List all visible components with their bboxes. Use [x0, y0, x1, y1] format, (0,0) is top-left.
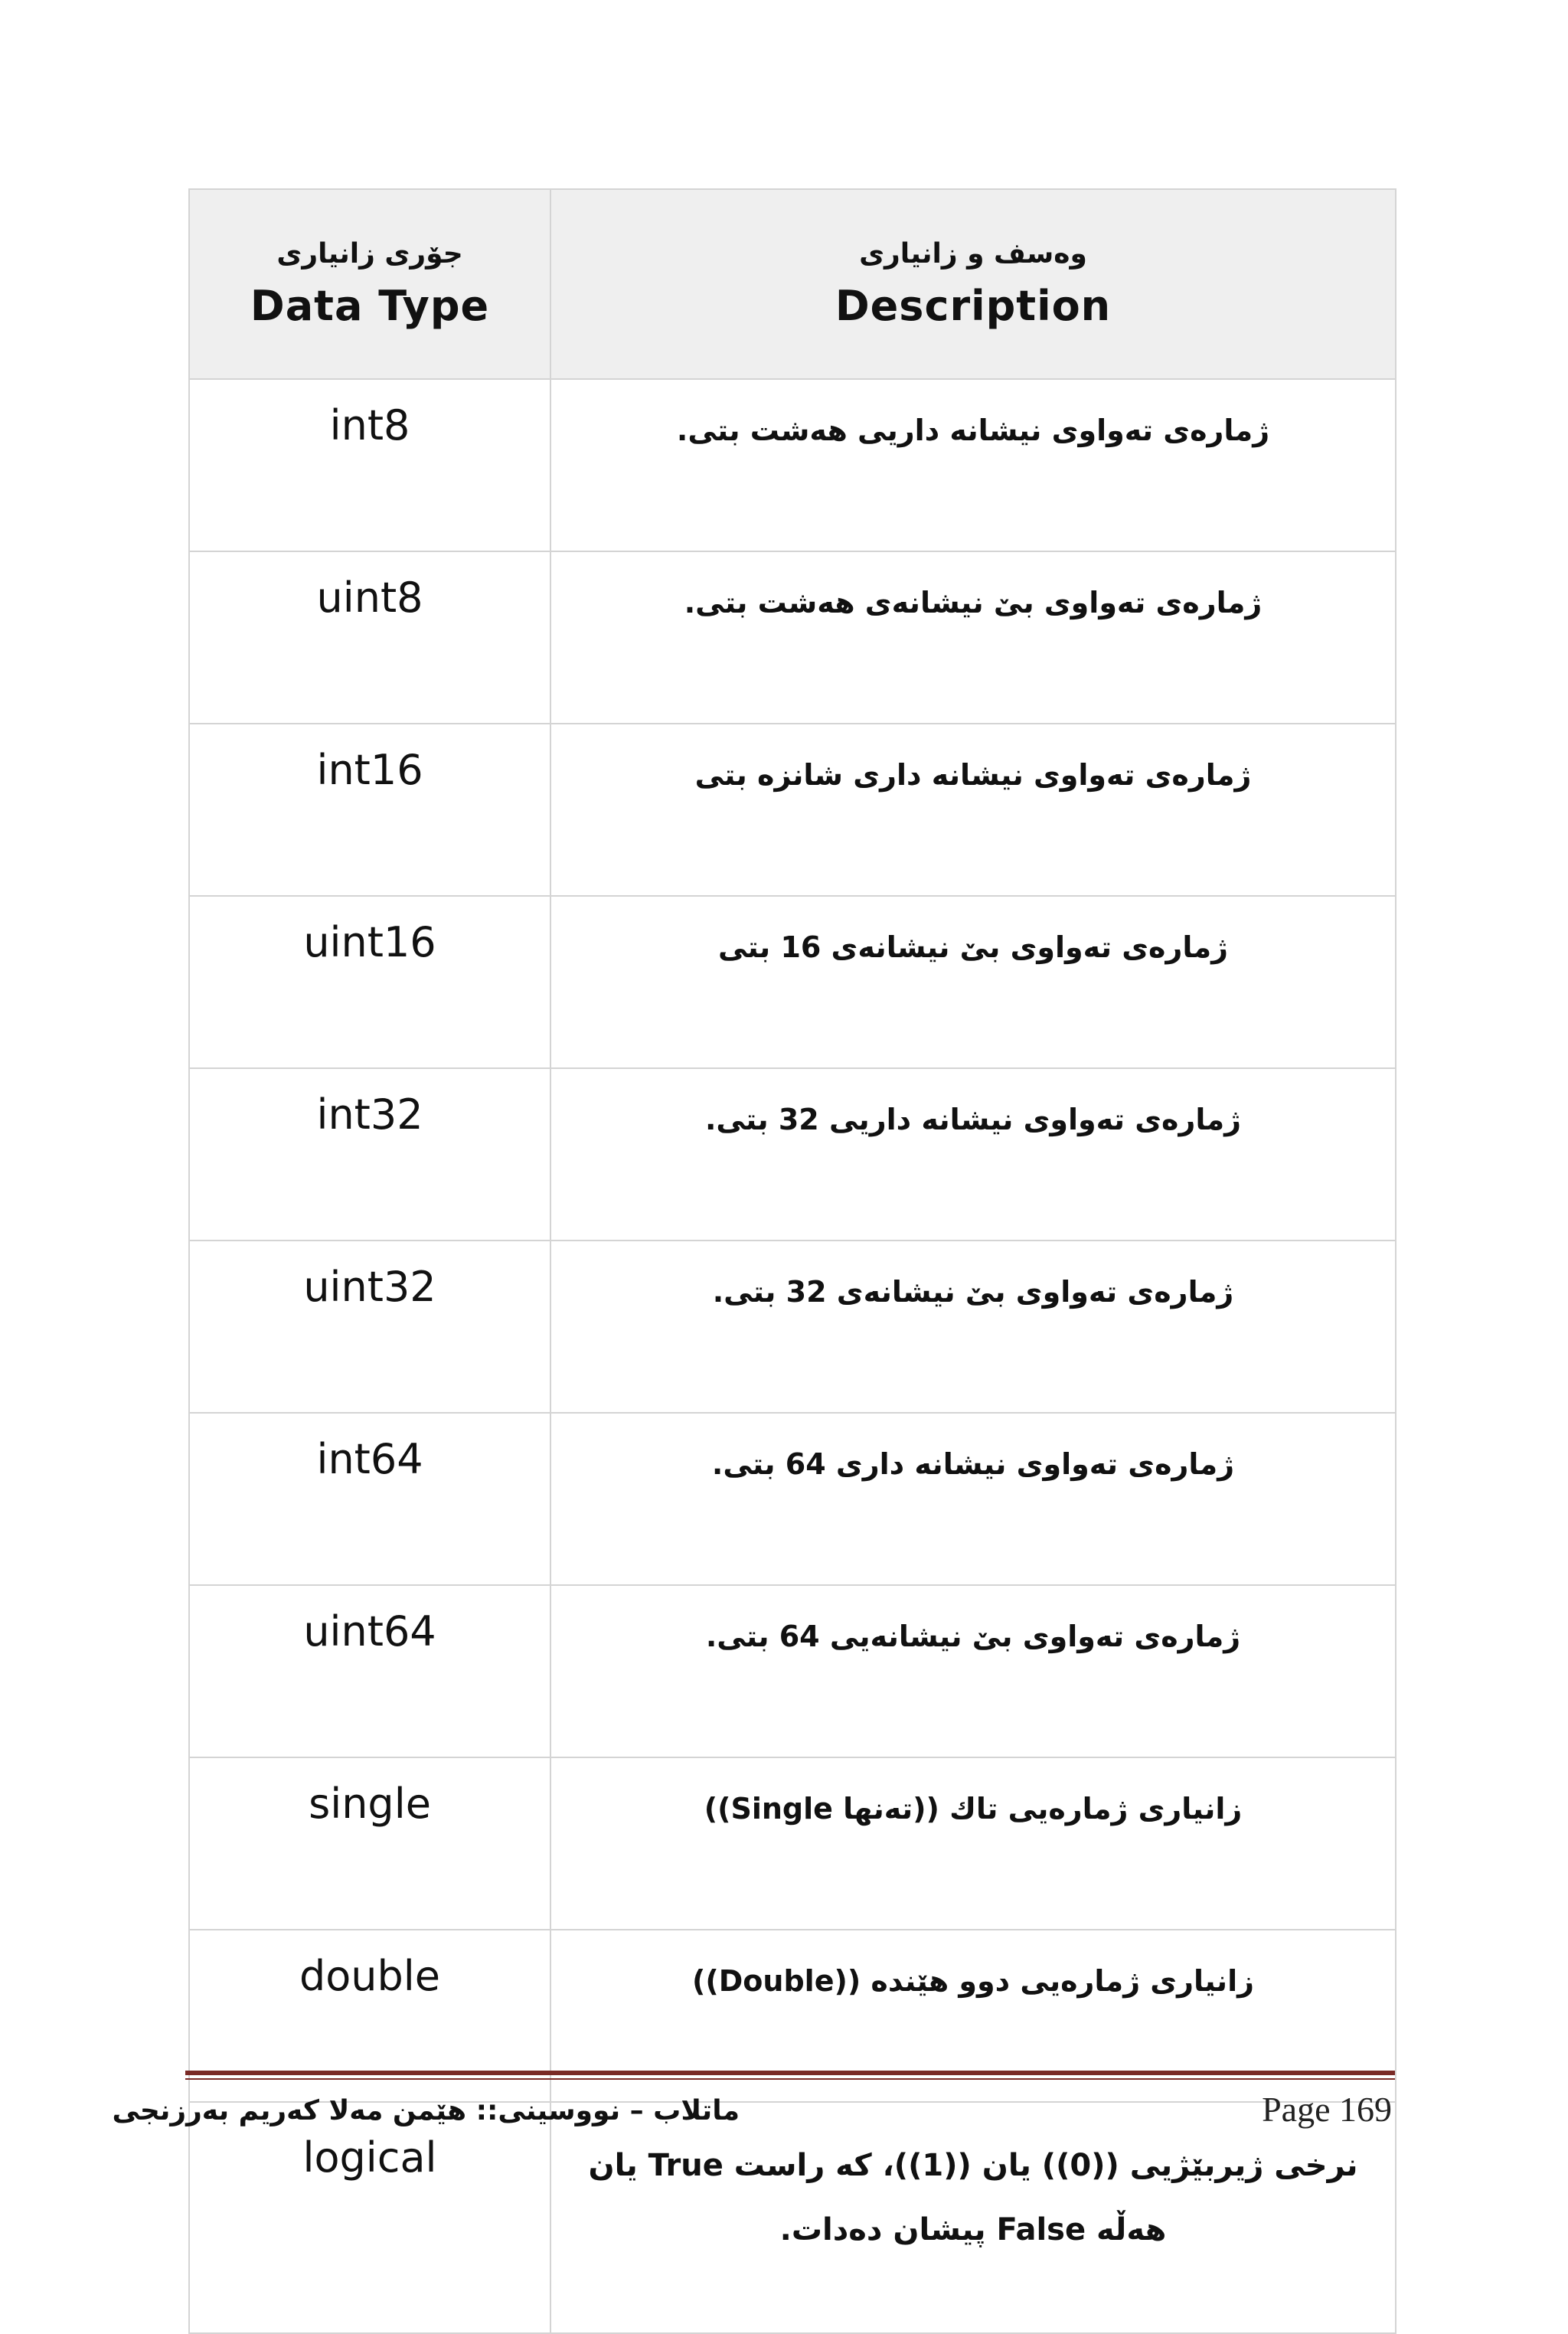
table-row: [189, 1241, 1396, 1413]
row-type: uint32: [189, 1241, 550, 1413]
row-description: ژمارەی تەواوی نیشانە داریی هەشت بتی.: [550, 379, 1396, 551]
row-type: uint64: [189, 1585, 550, 1757]
table-header-row: [189, 189, 1396, 379]
table-row: [189, 1413, 1396, 1585]
table-row: [189, 551, 1396, 724]
row-type: int32: [189, 1068, 550, 1241]
row-description: زانیاری ژمارەیی تاك ((تەنها Single)): [550, 1757, 1396, 1930]
data-type-table: [112, 188, 1396, 2334]
row-description: ژمارەی تەواوی نیشانە داری 64 بتی.: [550, 1413, 1396, 1585]
row-description: زانیاری ژمارەیی دوو هێندە ((Double)): [550, 1930, 1396, 2102]
header-description: [550, 189, 1396, 379]
table-row: [189, 1757, 1396, 1930]
header-description-english: Description: [835, 282, 1112, 330]
row-description: ژمارەی تەواوی نیشانە داری شانزە بتی: [550, 724, 1396, 896]
row-type: double: [189, 1930, 550, 2102]
row-type: uint16: [189, 896, 550, 1068]
header-data-type: [189, 189, 550, 379]
row-description: ژمارەی تەواوی بێ نیشانەی هەشت بتی.: [550, 551, 1396, 724]
page-number: Page 169: [1262, 2090, 1392, 2129]
table-row: [189, 2102, 1396, 2333]
table-row: [189, 1930, 1396, 2102]
table-row: [189, 1068, 1396, 1241]
table-row: [189, 724, 1396, 896]
row-description: ژمارەی تەواوی بێ نیشانەی 16 بتی: [550, 896, 1396, 1068]
row-description: ژمارەی تەواوی نیشانە داریی 32 بتی.: [550, 1068, 1396, 1241]
table-row: [189, 379, 1396, 551]
row-description: نرخی ژیربێژیی ((0)) یان ((1))، کە راست True یان هەڵە False پیشان دەدات.: [550, 2102, 1396, 2333]
header-data-type-english: Data Type: [250, 282, 490, 330]
row-type: int8: [189, 379, 550, 551]
row-type: int64: [189, 1413, 550, 1585]
row-type: uint8: [189, 551, 550, 724]
table-row: [189, 1585, 1396, 1757]
row-type: single: [189, 1757, 550, 1930]
row-type: int16: [189, 724, 550, 896]
footer-rule-thin: [185, 2078, 1395, 2080]
footer-credit: ماتلاب – نووسینی:: هێمن مەلا کەریم بەرزنجی: [112, 2095, 740, 2126]
table-row: [189, 896, 1396, 1068]
header-data-type-kurdish: جۆری زانیاری: [276, 238, 463, 270]
header-description-kurdish: وەسف و زانیاری: [859, 238, 1087, 270]
row-description: ژمارەی تەواوی بێ نیشانەی 32 بتی.: [550, 1241, 1396, 1413]
row-description: ژمارەی تەواوی بێ نیشانەیی 64 بتی.: [550, 1585, 1396, 1757]
row-type: logical: [189, 2102, 550, 2333]
footer-rule: [185, 2071, 1395, 2075]
